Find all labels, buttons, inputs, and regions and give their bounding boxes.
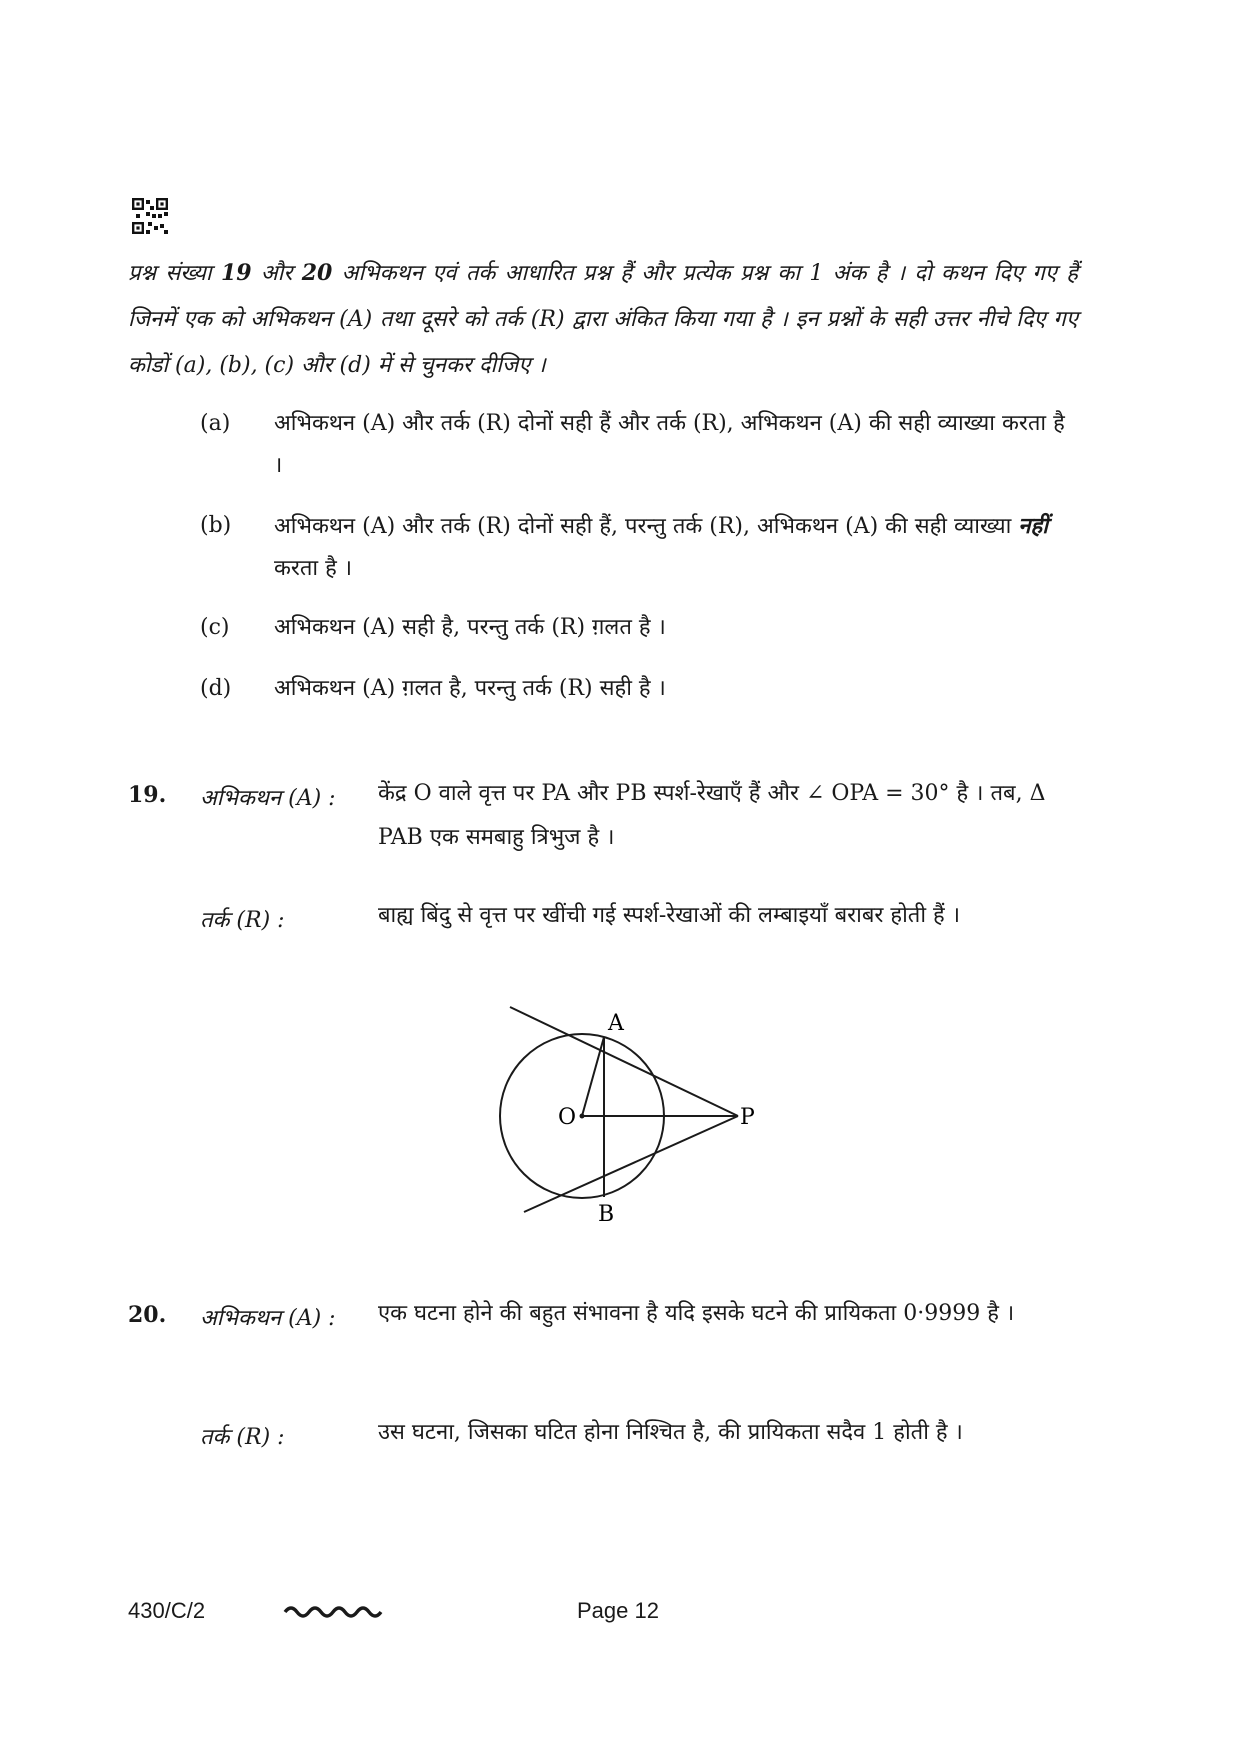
option-text: अभिकथन (A) सही है, परन्तु तर्क (R) ग़लत है । [274, 615, 666, 640]
tangent-circle-figure [470, 1000, 760, 1225]
option-text: अभिकथन (A) ग़लत है, परन्तु तर्क (R) सही है । [274, 676, 666, 701]
option-text-post: करता है । [274, 556, 353, 581]
question-20-number: 20. [128, 1302, 167, 1328]
q20-assertion-text: एक घटना होने की बहुत संभावना है यदि इसके घटने की प्रायिकता 0·9999 है । [378, 1301, 1015, 1326]
point-o-label: O [558, 1105, 577, 1130]
intro-text-3: अभिकथन एवं तर्क आधारित प्रश्न हैं और प्रत्येक प्रश्न का 1 अंक है । दो कथन दिए गए हैं जिनमें एक को अभिकथन (A) तथा दूसरे को तर्क (R) द्वारा अंकित किया गया है । इन प्रश्नों के सही उत्तर नीचे दिए गए कोडों (a), (b), (c) और (d) में से चुनकर दीजिए । [128, 261, 1078, 378]
option-label: (c) [200, 615, 230, 640]
q19-assertion-label: अभिकथन (A) : [200, 786, 336, 811]
option-text: अभिकथन (A) और तर्क (R) दोनों सही हैं और तर्क (R), अभिकथन (A) की सही व्याख्या करता है । [274, 411, 1065, 478]
option-a [200, 403, 1080, 487]
q19-reason-text: बाह्य बिंदु से वृत्त पर खींची गई स्पर्श-रेखाओं की लम्बाइयाँ बराबर होती हैं । [378, 903, 961, 928]
question-number-19-ref: 19 [220, 260, 252, 286]
tangent-line-pb [524, 1116, 738, 1212]
option-label: (b) [200, 513, 232, 538]
q20-reason-label: तर्क (R) : [200, 1425, 285, 1450]
q19-reason-label: तर्क (R) : [200, 908, 285, 933]
question-19-number: 19. [128, 782, 167, 808]
q19-assertion-text: केंद्र O वाले वृत्त पर PA और PB स्पर्श-रेखाएँ हैं और ∠ OPA = 30° है । तब, Δ PAB एक समबाहु त्रिभुज है । [378, 781, 1046, 850]
qr-code-icon [132, 198, 168, 234]
option-text-pre: अभिकथन (A) और तर्क (R) दोनों सही हैं, परन्तु तर्क (R), अभिकथन (A) की सही व्याख्या [274, 514, 1019, 539]
option-text [274, 505, 1080, 590]
q20-reason-text: उस घटना, जिसका घटित होना निश्चित है, की प्रायिकता सदैव 1 होती है । [378, 1420, 963, 1445]
tangent-line-pa [510, 1007, 738, 1116]
radius-oa [582, 1037, 604, 1116]
question-number-20-ref: 20 [301, 260, 333, 286]
option-label: (d) [200, 676, 232, 701]
paper-code: 430/C/2 [128, 1598, 206, 1623]
point-p-label: P [740, 1105, 755, 1130]
option-d [200, 668, 1080, 710]
squiggle-divider-icon [283, 1600, 383, 1620]
option-b [200, 505, 1080, 590]
point-b-label: B [598, 1202, 615, 1225]
option-label: (a) [200, 411, 231, 436]
instructions-paragraph [128, 250, 1078, 389]
option-text-emphasis: नहीं [1018, 513, 1048, 539]
q20-assertion-label: अभिकथन (A) : [200, 1306, 336, 1331]
intro-text-2: और [251, 261, 302, 286]
page-number: Page 12 [577, 1598, 659, 1623]
center-point [580, 1114, 585, 1119]
point-a-label: A [608, 1011, 624, 1036]
option-c [200, 607, 1080, 649]
intro-text-1: प्रश्न संख्या [128, 261, 221, 286]
